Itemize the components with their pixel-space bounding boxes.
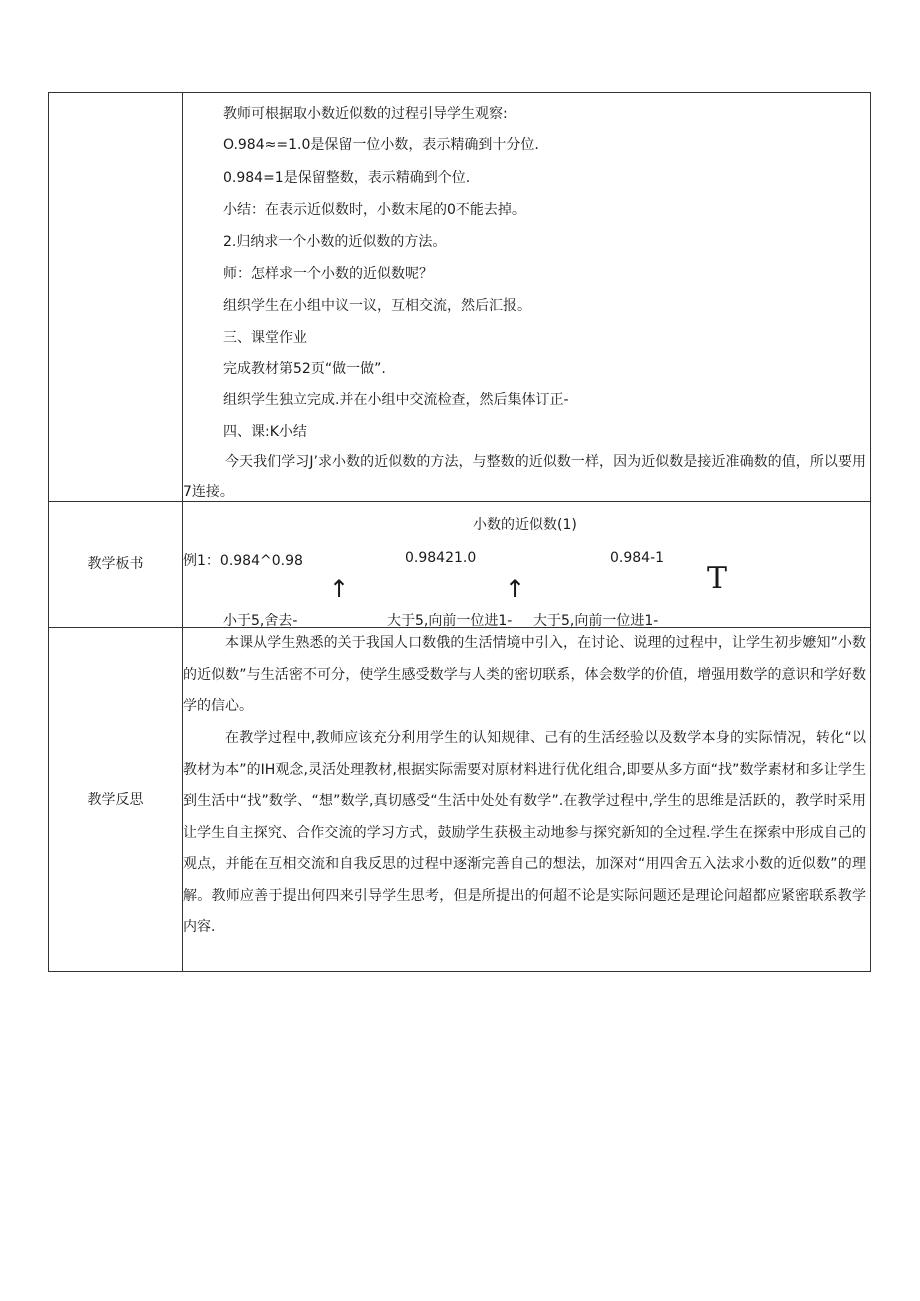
blackboard-note: 大于5,向前一位进1- <box>533 613 659 627</box>
process-line: 四、课:K小结 <box>223 424 307 440</box>
blackboard-title: 小数的近似数(1) <box>473 517 577 533</box>
process-line: 小结：在表示近似数时，小数末尾的0不能去掉。 <box>223 202 526 218</box>
blackboard-example: 例1：0.984^0.98 <box>183 553 303 569</box>
process-line: 师：怎样求一个小数的近似数呢？ <box>223 266 433 282</box>
up-arrow-icon: ↑ <box>505 575 526 603</box>
row-label-reflection: 教学反思 <box>87 792 144 808</box>
reflection-content <box>183 628 870 973</box>
reflection-paragraph: 本课从学生熟悉的关于我国人口数俄的生活情境中引入，在讨论、说理的过程中，让学生初步嬷知”小数的近似数”与生活密不可分，使学生感受数学与人类的密切联系，体会数学的价值，增强用数学的意识和学好数学的信心。 <box>183 635 866 714</box>
process-summary-paragraph: 今天我们学习J’求小数的近似数的方法，与整数的近似数一样，因为近似数是接近准确数的值，所以要用7连接。 <box>183 454 866 500</box>
process-line: 2.归纳求一个小数的近似数的方法。 <box>223 234 447 250</box>
lesson-plan-table <box>48 92 871 972</box>
up-arrow-icon: ↑ <box>329 575 350 603</box>
blackboard-value: 0.984-1 <box>610 550 665 566</box>
blackboard-note: 小于5,舍去- <box>223 613 298 627</box>
row-label-process <box>49 93 182 501</box>
blackboard-content <box>183 502 870 627</box>
reflection-paragraph: 在教学过程中,教师应该充分利用学生的认知规律、己有的生活经验以及数学本身的实际情况，转化“以教材为本”的IH观念,灵活处理教材,根据实际需要对原材料进行优化组合,即要从多方面“找”数学素材和多让学生到生活中“找”数学、“想”数学,真切感受“生活中处处有数学”.在教学过程中,学生的思维是活跃的，教学时采用让学生自主探究、合作交流的学习方式，鼓励学生获极主动地参与探究新知的全过程.学生在探索中形成自己的观点，并能在互相交流和自我反思的过程中逐渐完善自己的想法，加深对“用四舍五入法求小数的近似数”的理解。教师应善于提出何四来引导学生思考，但是所提出的何超不论是实际问题还是理论问超都应紧密联系教学内容. <box>183 730 866 935</box>
blackboard-value: 0.98421.0 <box>405 550 477 566</box>
row-label-blackboard: 教学板书 <box>87 556 144 572</box>
process-content <box>183 93 870 501</box>
blackboard-note: 大于5,向前一位进1- <box>387 613 513 627</box>
process-line: O.984≈=1.0是保留一位小数，表示精确到十分位. <box>223 137 539 153</box>
process-line: 组织学生独立完成.并在小组中交流检查，然后集体订正- <box>223 392 569 408</box>
t-mark-icon: T <box>707 561 728 596</box>
process-line: 0.984=1是保留整数，表示精确到个位. <box>223 170 471 186</box>
process-line: 教师可根据取小数近似数的过程引导学生观察: <box>223 106 508 122</box>
process-line: 完成教材第52页“做一做”. <box>223 361 386 377</box>
process-line: 三、课堂作业 <box>223 330 307 346</box>
process-line: 组织学生在小组中议一议，互相交流，然后汇报。 <box>223 298 531 314</box>
